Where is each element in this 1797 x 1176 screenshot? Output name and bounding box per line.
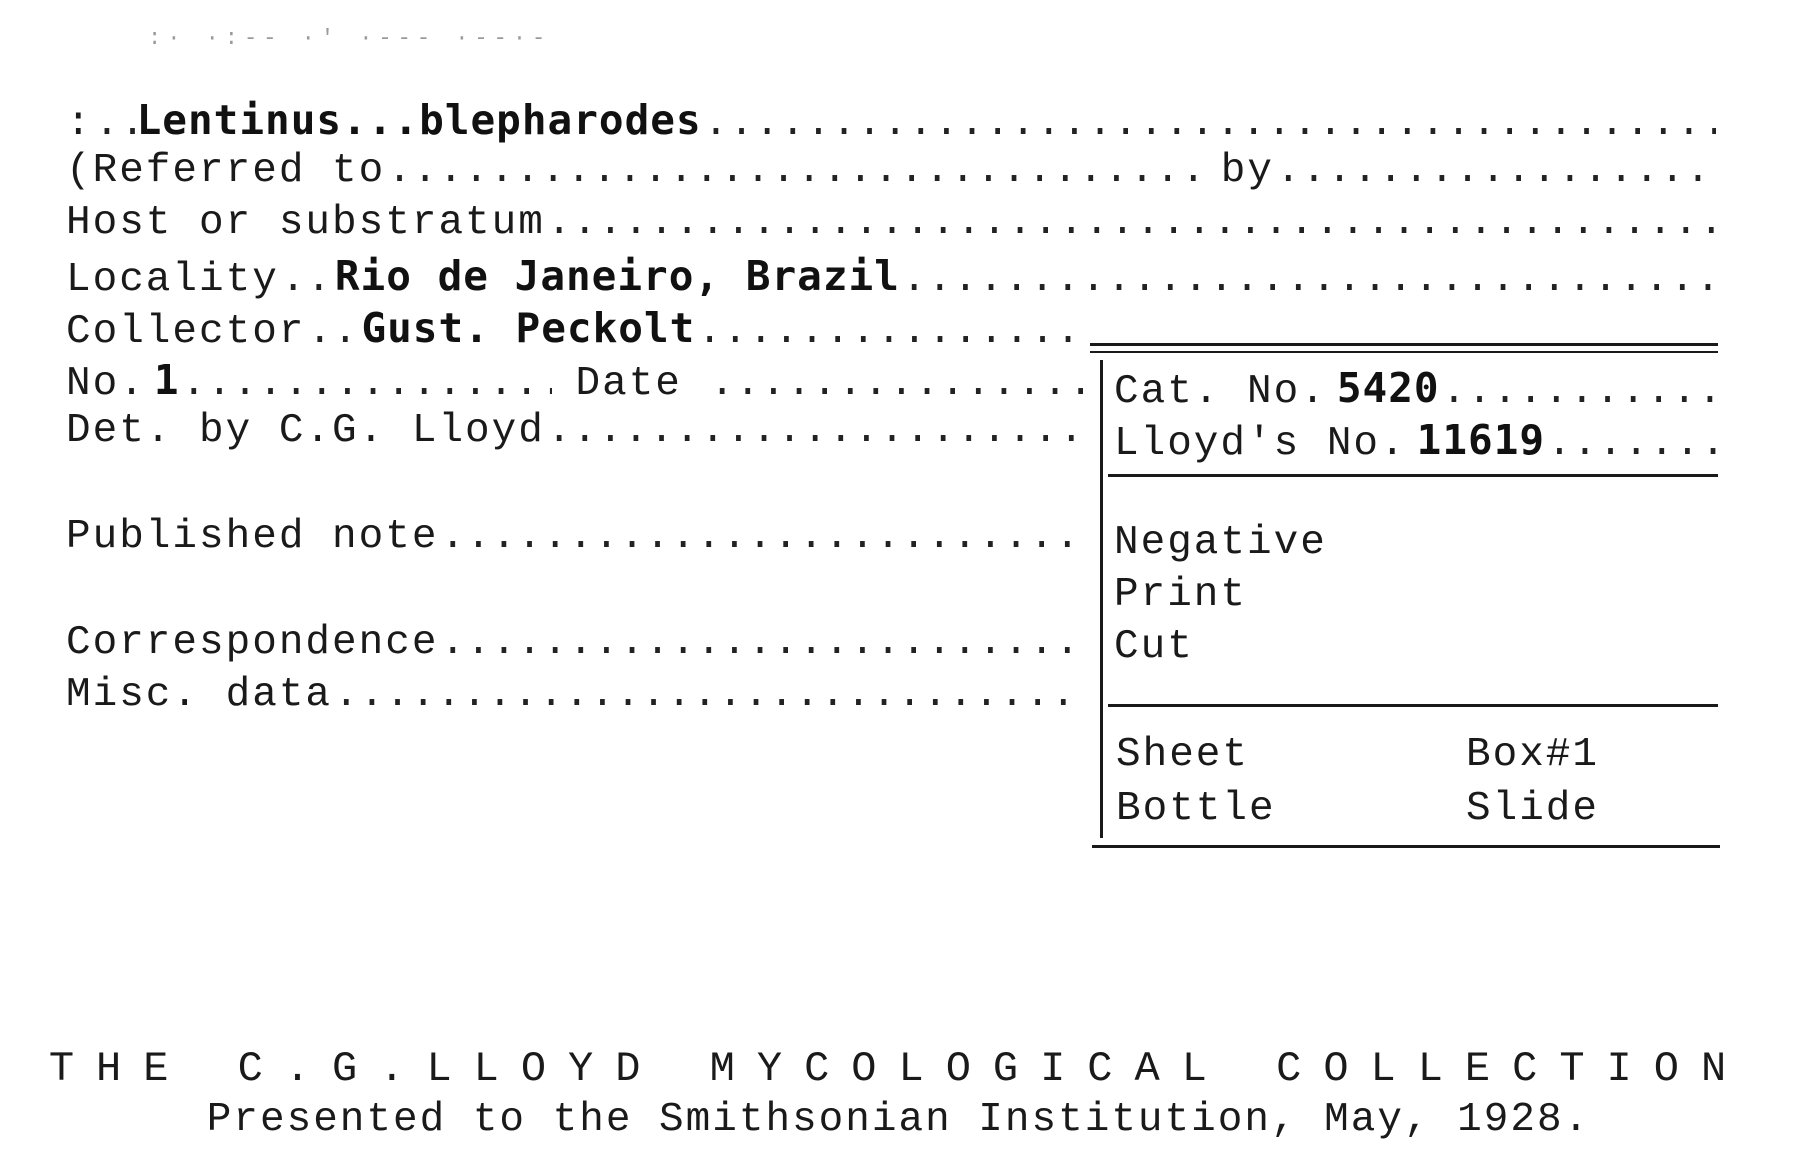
bottle-label: Bottle	[1116, 786, 1276, 832]
referred-row	[66, 148, 1718, 200]
collection-title: THE C.G.LLOYD MYCOLOGICAL COLLECTION	[48, 1045, 1749, 1093]
collector-label: Collector	[66, 309, 306, 355]
cat-row	[1114, 364, 1718, 416]
lloyd-row	[1114, 416, 1718, 468]
leader-dots	[1442, 369, 1716, 415]
referred-label: (Referred to	[66, 148, 386, 194]
box-top-rule	[1090, 343, 1718, 346]
leader-dots	[95, 101, 135, 147]
species-name: Lentinus...blepharodes	[136, 96, 702, 144]
leader-dots	[440, 514, 1086, 560]
sheet-label: Sheet	[1116, 732, 1250, 778]
cat-value: 5420	[1336, 364, 1440, 412]
misc-row	[66, 672, 1088, 724]
leader-dots	[281, 257, 333, 303]
leader-dots	[1547, 421, 1716, 467]
correspondence-label: Correspondence	[66, 620, 439, 666]
box-top-rule-inner	[1090, 351, 1718, 353]
host-row	[66, 200, 1718, 252]
collector-row	[66, 304, 1088, 356]
faint-header-text: :· ·:-- ·' ·--- ·--·-	[148, 26, 552, 51]
cut-label: Cut	[1114, 624, 1194, 670]
locality-label: Locality	[66, 257, 279, 303]
no-value: 1	[153, 356, 180, 404]
leader-dots	[387, 148, 1199, 194]
leader-dots	[704, 101, 1716, 147]
negative-label: Negative	[1114, 520, 1327, 566]
number-date-row	[66, 356, 1088, 408]
box-number-label: Box#1	[1466, 732, 1600, 778]
cat-label: Cat. No.	[1114, 369, 1327, 415]
collection-subtitle: Presented to the Smithsonian Institution, May, 1928.	[206, 1097, 1591, 1143]
locality-row	[66, 252, 1718, 304]
leader-dots	[902, 257, 1716, 303]
print-label: Print	[1114, 572, 1248, 618]
lloyd-value: 11619	[1416, 416, 1546, 464]
determined-label: Det. by C.G. Lloyd	[66, 408, 545, 454]
lloyd-label: Lloyd's No.	[1114, 421, 1407, 467]
leader-dots	[334, 672, 1086, 718]
correspondence-row	[66, 620, 1088, 672]
leader-dots	[710, 361, 1086, 407]
box-bottom-rule	[1092, 845, 1720, 848]
species-row	[66, 96, 1718, 148]
box-left-rule	[1100, 360, 1103, 838]
date-label: Date	[575, 361, 682, 407]
published-label: Published note	[66, 514, 439, 560]
no-label: No.	[66, 361, 146, 407]
locality-value: Rio de Janeiro, Brazil	[334, 252, 900, 300]
leader-dots	[182, 361, 552, 407]
misc-label: Misc. data	[66, 672, 333, 718]
box-divider-1	[1108, 474, 1718, 477]
published-row	[66, 514, 1088, 566]
leader-dots	[697, 309, 1086, 355]
leader-dots	[440, 620, 1086, 666]
slide-label: Slide	[1466, 786, 1600, 832]
species-prefix: :	[66, 101, 93, 147]
leader-dots	[547, 408, 1086, 454]
by-label: by	[1220, 148, 1274, 194]
determined-row	[66, 408, 1088, 460]
leader-dots	[307, 309, 359, 355]
collector-value: Gust. Peckolt	[361, 304, 696, 352]
box-divider-2	[1108, 704, 1718, 707]
leader-dots	[547, 200, 1716, 246]
leader-dots	[1276, 148, 1716, 194]
host-label: Host or substratum	[66, 200, 545, 246]
